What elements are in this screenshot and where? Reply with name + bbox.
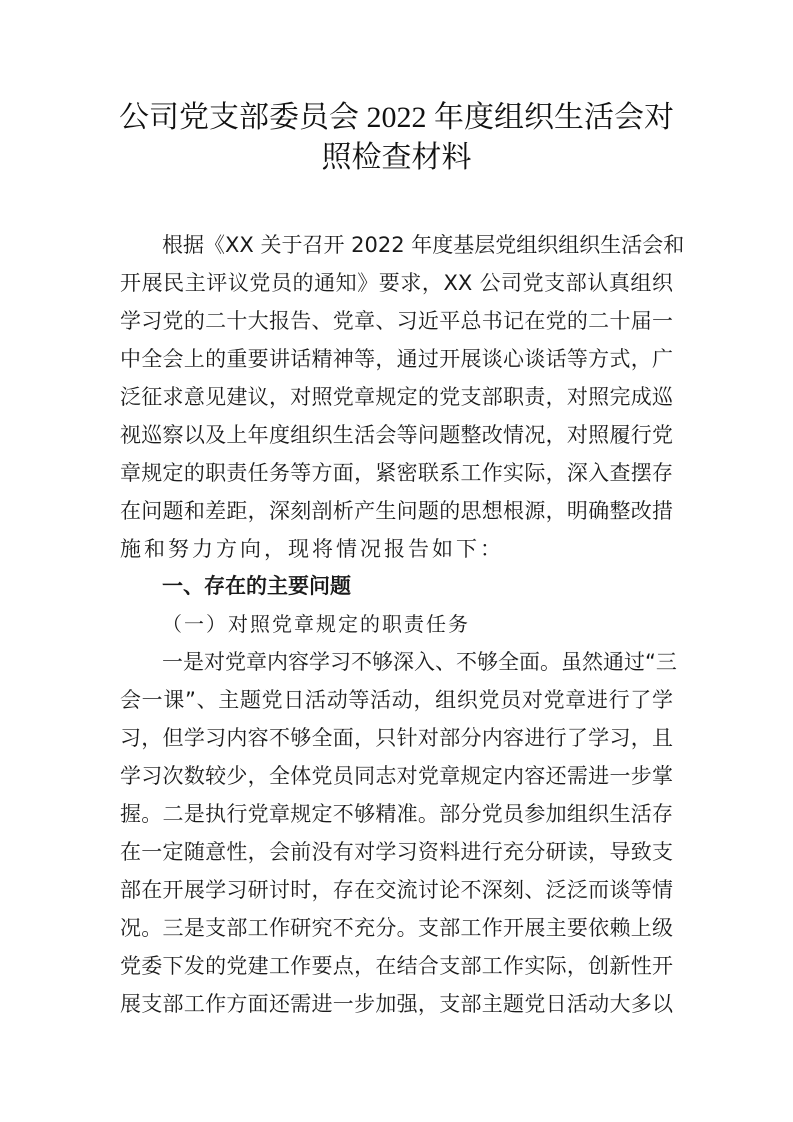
intro-line: 在问题和差距，深刻剖析产生问题的思想根源，明确整改措	[120, 499, 673, 523]
subsection-heading: （一）对照党章规定的职责任务	[162, 612, 470, 636]
document-title	[100, 98, 693, 178]
body-line: 会一课”、主题党日活动等活动，组织党员对党章进行了学	[120, 688, 673, 712]
intro-line: 中全会上的重要讲话精神等，通过开展谈心谈话等方式，广	[120, 347, 673, 371]
intro-line: 施和努力方向，现将情况报告如下：	[120, 537, 504, 561]
body-line: 部在开展学习研讨时，存在交流讨论不深刻、泛泛而谈等情	[120, 878, 673, 902]
intro-line: 视巡察以及上年度组织生活会等问题整改情况，对照履行党	[120, 423, 673, 447]
intro-line: 泛征求意见建议，对照党章规定的党支部职责，对照完成巡	[120, 385, 673, 409]
body-line: 况。三是支部工作研究不充分。支部工作开展主要依赖上级	[120, 916, 673, 940]
body-line: 在一定随意性，会前没有对学习资料进行充分研读，导致支	[120, 840, 673, 864]
intro-line: 开展民主评议党员的通知》要求，XX 公司党支部认真组织	[120, 271, 673, 295]
intro-line: 根据《XX 关于召开 2022 年度基层党组织组织生活会和	[162, 233, 685, 257]
body-line: 习，但学习内容不够全面，只针对部分内容进行了学习，且	[120, 726, 673, 750]
intro-line: 章规定的职责任务等方面，紧密联系工作实际，深入查摆存	[120, 461, 673, 485]
intro-line: 学习党的二十大报告、党章、习近平总书记在党的二十届一	[120, 309, 673, 333]
section-heading: 一、存在的主要问题	[162, 574, 351, 598]
title-line-2: 照检查材料	[321, 141, 472, 174]
body-line: 一是对党章内容学习不够深入、不够全面。虽然通过“三	[162, 650, 677, 674]
body-line: 展支部工作方面还需进一步加强，支部主题党日活动大多以	[120, 992, 673, 1016]
body-line: 学习次数较少，全体党员同志对党章规定内容还需进一步掌	[120, 764, 673, 788]
body-line: 握。二是执行党章规定不够精准。部分党员参加组织生活存	[120, 802, 673, 826]
body-line: 党委下发的党建工作要点，在结合支部工作实际，创新性开	[120, 954, 673, 978]
title-line-1: 公司党支部委员会 2022 年度组织生活会对	[119, 101, 674, 134]
